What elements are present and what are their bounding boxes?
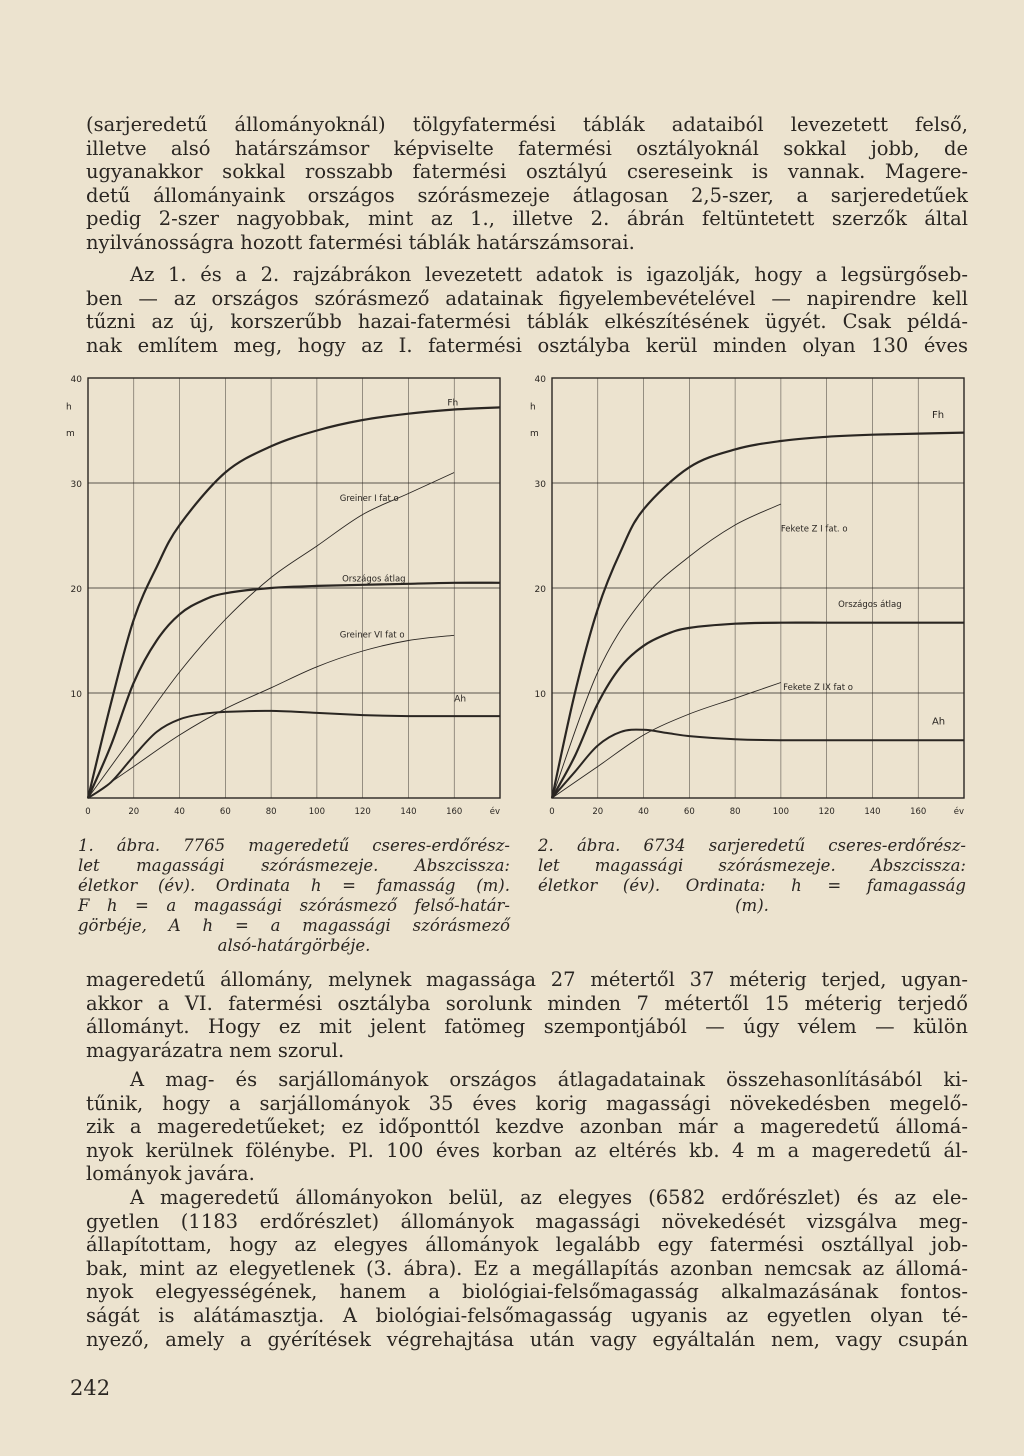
series-label: Greiner VI fat o bbox=[339, 630, 405, 641]
y-axis-label-h: h bbox=[66, 402, 72, 413]
x-tick-label: 120 bbox=[354, 807, 371, 817]
text-line: detű állományaink országos szórásmezeje átlagosan 2,5-szer, a sarjeredetűek bbox=[86, 183, 968, 207]
text-line: bak, mint az elegyetlenek (3. ábra). Ez a megállapítás azonban nemcsak az állomá- bbox=[86, 1256, 968, 1280]
bottom-paragraph-2 bbox=[86, 1068, 968, 1186]
text-line: mageredetű állomány, melynek magassága 27 métertől 37 méterig terjed, ugyan- bbox=[86, 968, 968, 991]
figure-1 bbox=[50, 370, 510, 820]
figure-1-caption bbox=[78, 836, 510, 956]
x-tick-label: 60 bbox=[683, 807, 695, 817]
x-tick-label: 60 bbox=[219, 807, 231, 817]
series-line bbox=[88, 583, 500, 798]
text-line: ugyanakkor sokkal rosszabb fatermési osztályú csereseink is vannak. Magere- bbox=[86, 160, 968, 184]
x-tick-label: év bbox=[953, 807, 964, 817]
text-line: tűzni az új, korszerűbb hazai-fatermési táblák elkészítésének ügyét. Csak példá- bbox=[86, 310, 968, 334]
text-line: Az 1. és a 2. rajzábrákon levezetett adatok is igazolják, hogy a legsürgőseb- bbox=[130, 263, 968, 286]
figure-2 bbox=[514, 370, 974, 820]
series-label: Fekete Z I fat. o bbox=[780, 524, 848, 535]
x-tick-label: 120 bbox=[818, 807, 835, 817]
series-label: Országos átlag bbox=[838, 599, 902, 610]
y-tick-label: 30 bbox=[534, 480, 546, 490]
text-line: állományt. Hogy ez mit jelent fatömeg szempontjából — úgy vélem — külön bbox=[86, 1015, 968, 1039]
series-label: Ah bbox=[931, 716, 946, 728]
series-line bbox=[88, 711, 500, 798]
series-label: Ah bbox=[454, 694, 467, 705]
text-line: A mageredetű állományokon belül, az elegyes (6582 erdőrészlet) és az ele- bbox=[130, 1186, 968, 1209]
y-tick-label: 40 bbox=[70, 375, 82, 385]
x-tick-label: 40 bbox=[174, 807, 185, 817]
caption-line: let magassági szórásmezeje. Abszcissza: bbox=[78, 856, 510, 875]
bottom-paragraph-1 bbox=[86, 968, 968, 1062]
text-line: illetve alsó határszámsor képviselte fatermési osztályoknál sokkal jobb, de bbox=[86, 136, 968, 160]
series-label: Greiner I fat o bbox=[339, 493, 399, 504]
text-line: A mag- és sarjállományok országos átlagadatainak összehasonlításából ki- bbox=[130, 1068, 968, 1091]
text-line: ben — az országos szórásmező adatainak figyelembevételével — napirendre kell bbox=[86, 286, 968, 310]
x-tick-label: 0 bbox=[549, 807, 555, 817]
x-tick-label: 100 bbox=[772, 807, 790, 817]
figure-1-chart bbox=[50, 370, 510, 820]
series-line bbox=[552, 433, 964, 798]
text-line: magyarázatra nem szorul. bbox=[86, 1038, 345, 1062]
text-line: nyok elegyességének, hanem a biológiai-felsőmagasság alkalmazásának fontos- bbox=[86, 1280, 968, 1304]
text-line: állapítottam, hogy az elegyes állományok legalább egy fatermési osztállyal job- bbox=[86, 1233, 968, 1257]
y-axis-label-h: h bbox=[530, 402, 536, 413]
caption-line: alsó-határgörbéje. bbox=[217, 936, 371, 955]
text-line: pedig 2-szer nagyobbak, mint az 1., illetve 2. ábrán feltüntetett szerzők által bbox=[86, 207, 968, 231]
text-line: tűnik, hogy a sarjállományok 35 éves korig magassági növekedésben megelő- bbox=[86, 1091, 968, 1115]
y-tick-label: 30 bbox=[70, 480, 82, 490]
figure-2-chart bbox=[514, 370, 974, 820]
x-tick-label: 140 bbox=[864, 807, 881, 817]
page-number: 242 bbox=[70, 1376, 111, 1400]
x-tick-label: 160 bbox=[910, 807, 927, 817]
top-paragraph bbox=[86, 113, 968, 255]
caption-line: életkor (év). Ordinata: h = famagasság bbox=[538, 876, 966, 895]
text-line: zik a mageredetűeket; ez időponttól kezdve azonban már a mageredetű állomá- bbox=[86, 1115, 968, 1139]
x-tick-label: 80 bbox=[729, 807, 741, 817]
x-tick-label: 0 bbox=[85, 807, 91, 817]
caption-line: F h = a magassági szórásmező felső-határ- bbox=[78, 896, 510, 915]
bottom-paragraph-3 bbox=[86, 1186, 968, 1351]
y-tick-label: 10 bbox=[534, 690, 546, 700]
caption-line: 2. ábra. 6734 sarjeredetű cseres-erdőrész- bbox=[538, 836, 966, 855]
y-axis-label-m: m bbox=[530, 428, 539, 439]
text-line: nak említem meg, hogy az I. fatermési osztályba kerül minden olyan 130 éves bbox=[86, 333, 968, 357]
y-tick-label: 20 bbox=[534, 585, 546, 595]
series-label: Országos átlag bbox=[342, 574, 406, 585]
caption-line: életkor (év). Ordinata h = famasság (m). bbox=[78, 876, 510, 895]
x-tick-label: 20 bbox=[128, 807, 140, 817]
text-line: gyetlen (1183 erdőrészlet) állományok magassági növekedését vizsgálva meg- bbox=[86, 1209, 968, 1233]
x-tick-label: 20 bbox=[592, 807, 604, 817]
series-label: Fekete Z IX fat o bbox=[783, 682, 853, 693]
y-tick-label: 40 bbox=[534, 375, 546, 385]
text-line: akkor a VI. fatermési osztályba sorolunk minden 7 métertől 15 méterig terjedő bbox=[86, 991, 968, 1015]
series-label: Fh bbox=[447, 398, 459, 409]
x-tick-label: 80 bbox=[265, 807, 277, 817]
x-tick-label: 140 bbox=[400, 807, 417, 817]
text-line: nyező, amely a gyérítések végrehajtása után vagy egyáltalán nem, vagy csupán bbox=[86, 1327, 968, 1351]
series-line bbox=[552, 730, 964, 798]
figure-2-caption bbox=[538, 836, 966, 916]
caption-line: 1. ábra. 7765 mageredetű cseres-erdőrész- bbox=[78, 836, 510, 855]
caption-line: let magassági szórásmezeje. Abszcissza: bbox=[538, 856, 966, 875]
text-line: lományok javára. bbox=[86, 1162, 255, 1186]
series-label: Fh bbox=[931, 409, 945, 421]
x-tick-label: 40 bbox=[638, 807, 649, 817]
series-line bbox=[552, 623, 964, 798]
text-line: nyok kerülnek fölénybe. Pl. 100 éves korban az eltérés kb. 4 m a mageredetű ál- bbox=[86, 1138, 968, 1162]
x-tick-label: 100 bbox=[308, 807, 326, 817]
caption-line: (m). bbox=[735, 896, 769, 915]
caption-line: görbéje, A h = a magassági szórásmező bbox=[78, 916, 510, 935]
y-axis-label-m: m bbox=[66, 428, 75, 439]
x-tick-label: év bbox=[489, 807, 500, 817]
text-line: ságát is alátámasztja. A biológiai-felsőmagasság ugyanis az egyetlen olyan té- bbox=[86, 1303, 968, 1327]
y-tick-label: 10 bbox=[70, 690, 82, 700]
text-line: nyilvánosságra hozott fatermési táblák határszámsorai. bbox=[86, 230, 635, 254]
y-tick-label: 20 bbox=[70, 585, 82, 595]
x-tick-label: 160 bbox=[446, 807, 463, 817]
second-paragraph bbox=[86, 263, 968, 357]
text-line: (sarjeredetű állományoknál) tölgyfatermési táblák adataiból levezetett felső, bbox=[86, 113, 968, 136]
